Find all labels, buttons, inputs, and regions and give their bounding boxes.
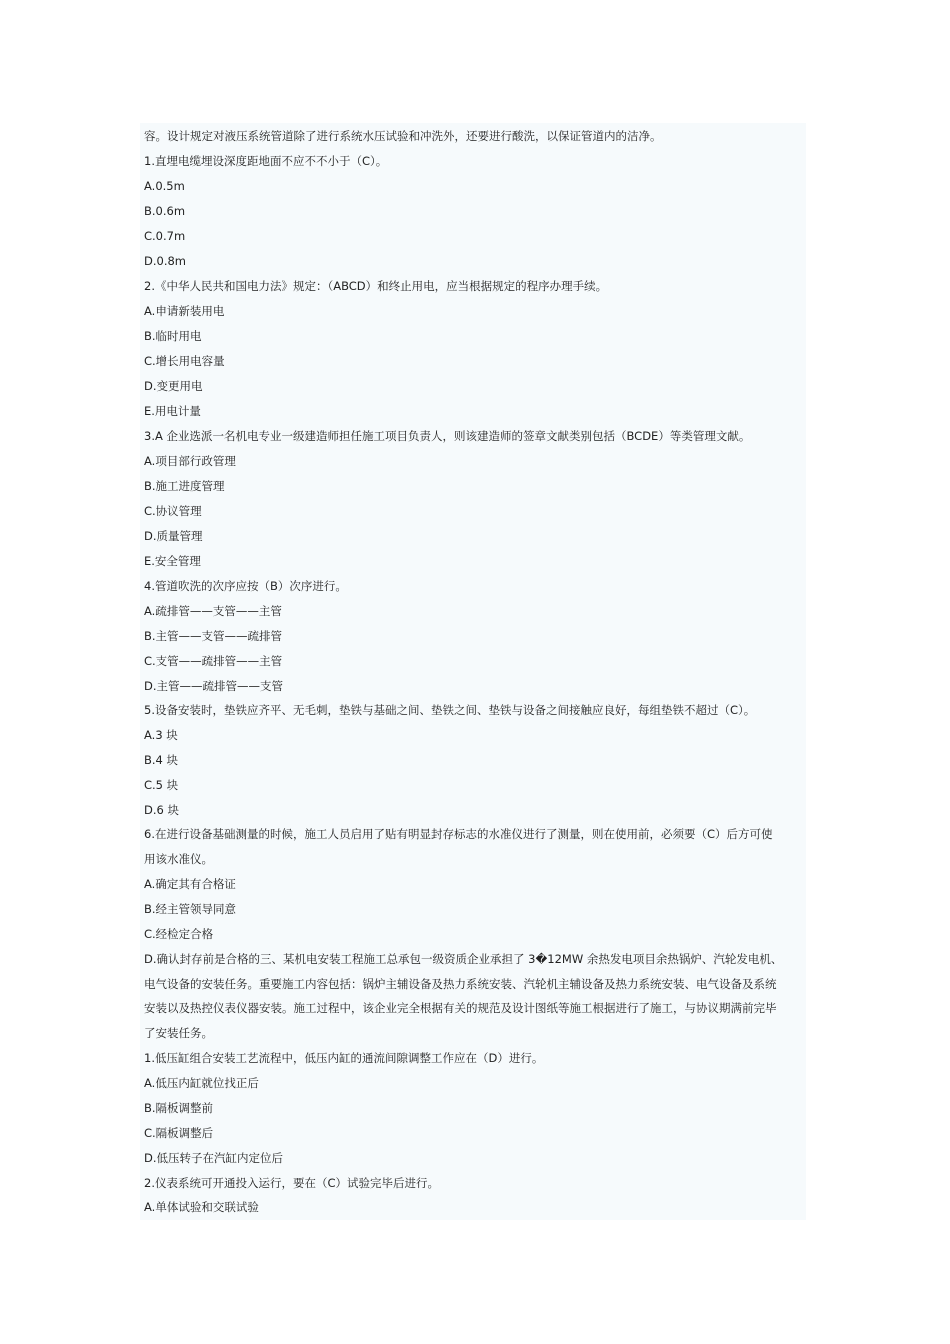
answer-option: B.临时用电: [144, 329, 202, 343]
answer-option: A.单体试验和交联试验: [144, 1200, 259, 1214]
question-stem: 4.管道吹洗的次序应按（B）次序进行。: [144, 579, 347, 593]
answer-option: C.经检定合格: [144, 927, 214, 941]
answer-option: B.主管——支管——疏排管: [144, 629, 283, 643]
answer-option: C.0.7m: [144, 229, 186, 243]
answer-option: A.0.5m: [144, 179, 185, 193]
answer-option: D.质量管理: [144, 529, 203, 543]
question-stem: 1.低压缸组合安装工艺流程中，低压内缸的通流间隙调整工作应在（D）进行。: [144, 1051, 544, 1065]
question-stem-continued: 用该水准仪。: [144, 852, 213, 866]
case-paragraph-line: 了安装任务。: [144, 1026, 213, 1040]
question-stem: 2.《中华人民共和国电力法》规定：（ABCD）和终止用电，应当根据规定的程序办理手续。: [144, 279, 608, 293]
answer-option: A.项目部行政管理: [144, 454, 236, 468]
answer-option: A.确定其有合格证: [144, 877, 236, 891]
answer-option: A.3 块: [144, 728, 178, 742]
answer-option: D.6 块: [144, 803, 179, 817]
answer-option: B.施工进度管理: [144, 479, 225, 493]
question-stem: 6.在进行设备基础测量的时候，施工人员启用了贴有明显封存标志的水准仪进行了测量，则在使用前，必须要（C）后方可使: [144, 827, 773, 841]
paragraph-line: 容。设计规定对液压系统管道除了进行系统水压试验和冲洗外，还要进行酸洗，以保证管道内的洁净。: [144, 129, 662, 143]
question-stem: 1.直埋电缆埋设深度距地面不应不不小于（C）。: [144, 154, 388, 168]
answer-option: D.低压转子在汽缸内定位后: [144, 1151, 284, 1165]
answer-option: B.经主管领导同意: [144, 902, 237, 916]
answer-option: B.0.6m: [144, 204, 186, 218]
answer-option: E.安全管理: [144, 554, 201, 568]
question-stem: 5.设备安装时，垫铁应齐平、无毛刺，垫铁与基础之间、垫铁之间、垫铁与设备之间接触应良好，每组垫铁不超过（C）。: [144, 703, 756, 717]
question-stem: 2.仪表系统可开通投入运行，要在（C）试验完毕后进行。: [144, 1176, 439, 1190]
answer-option: B.4 块: [144, 753, 179, 767]
answer-option: D.0.8m: [144, 254, 187, 268]
case-paragraph-line: 安装以及热控仪表仪器安装。施工过程中，该企业完全根据有关的规范及设计图纸等施工根据进行了施工，与协议期满前完毕: [144, 1001, 777, 1015]
answer-option: A.疏排管——支管——主管: [144, 604, 282, 618]
answer-option: C.支管——疏排管——主管: [144, 654, 283, 668]
question-stem: 3.A 企业选派一名机电专业一级建造师担任施工项目负责人，则该建造师的签章文献类别包括（BCDE）等类管理文献。: [144, 429, 751, 443]
answer-option: D.主管——疏排管——支管: [144, 679, 284, 693]
answer-option: C.协议管理: [144, 504, 202, 518]
answer-option: A.低压内缸就位找正后: [144, 1076, 259, 1090]
answer-option: C.增长用电容量: [144, 354, 225, 368]
answer-option: E.用电计量: [144, 404, 201, 418]
case-paragraph-line: 电气设备的安装任务。重要施工内容包括：锅炉主辅设备及热力系统安装、汽轮机主辅设备及热力系统安装、电气设备及系统: [144, 977, 777, 991]
answer-option: C.隔板调整后: [144, 1126, 214, 1140]
answer-option: A.申请新装用电: [144, 304, 225, 318]
answer-option: B.隔板调整前: [144, 1101, 214, 1115]
answer-option: D.变更用电: [144, 379, 203, 393]
answer-option: C.5 块: [144, 778, 179, 792]
case-paragraph-line: D.确认封存前是合格的三、某机电安装工程施工总承包一级资质企业承担了 3�12MW 余热发电项目余热锅炉、汽轮发电机、: [144, 952, 783, 966]
